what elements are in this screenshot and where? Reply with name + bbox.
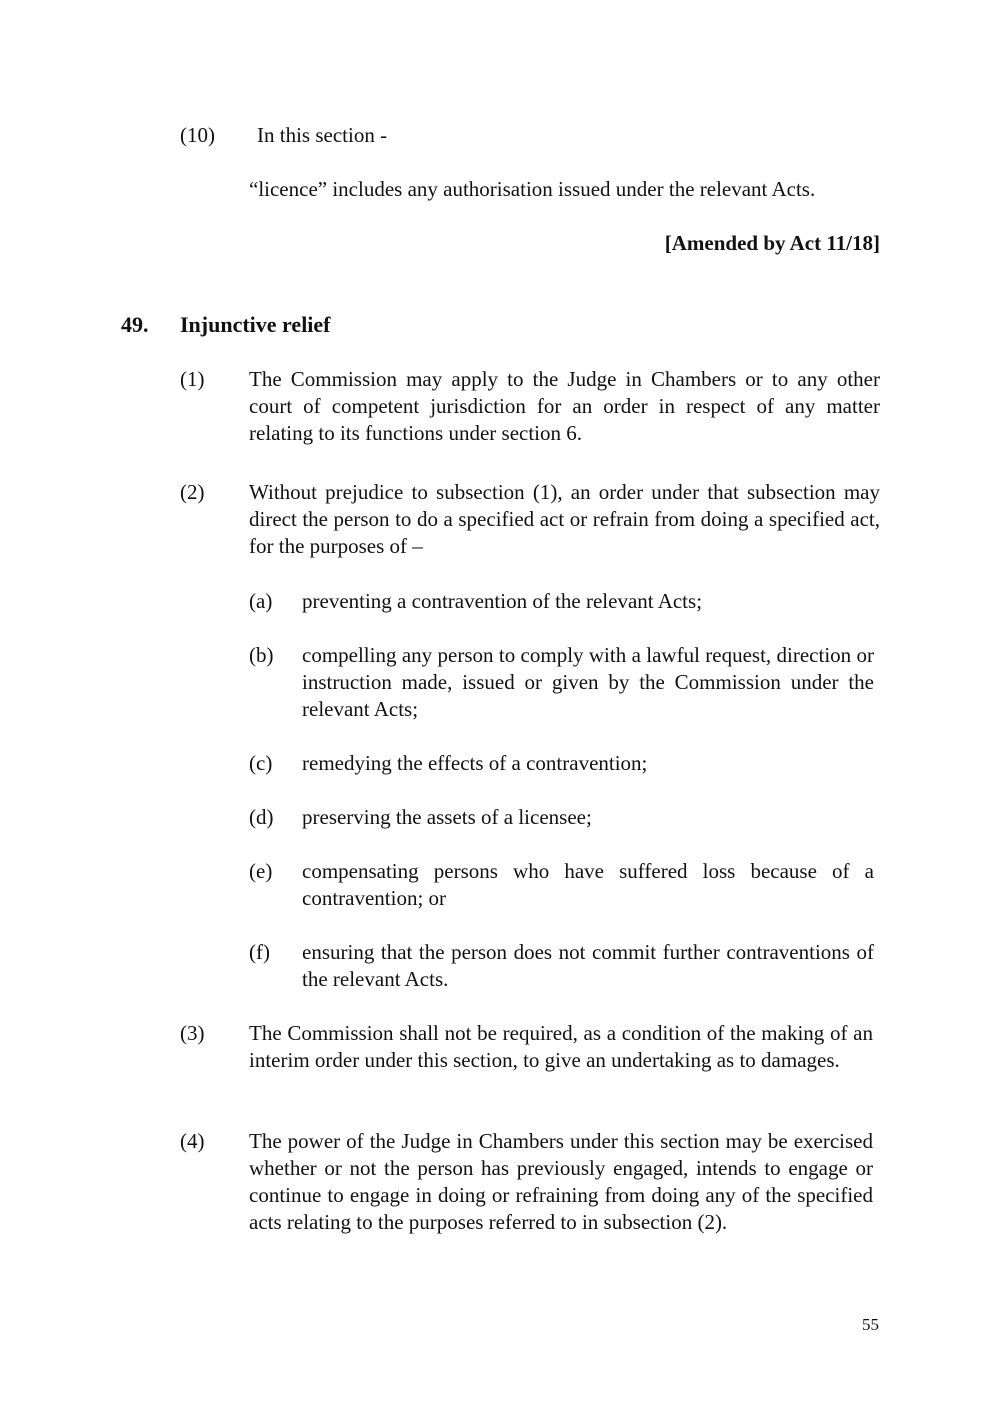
subsection-1-text: The Commission may apply to the Judge in Chambers or to any other court of competent jurisdiction for an order in respect of any matter relating to its functions under section 6. [249, 367, 880, 445]
paragraph-e-letter: (e) [249, 859, 273, 883]
page-number: 55 [862, 1315, 879, 1334]
subsection-3-number: (3) [180, 1021, 205, 1045]
subsection-10-lead: In this section - [257, 123, 388, 147]
subsection-4-number: (4) [180, 1129, 205, 1153]
amendment-note: [Amended by Act 11/18] [664, 231, 880, 255]
paragraph-a-text: preventing a contravention of the relevant Acts; [302, 589, 703, 613]
paragraph-f-text: ensuring that the person does not commit further contraventions of the relevant Acts. [302, 940, 874, 991]
subsection-10-number: (10) [180, 123, 215, 147]
paragraph-b-letter: (b) [249, 643, 274, 667]
paragraph-c-text: remedying the effects of a contravention; [302, 751, 648, 775]
paragraph-a-letter: (a) [249, 589, 273, 613]
paragraph-d-letter: (d) [249, 805, 274, 829]
section-number: 49. [121, 312, 149, 337]
licence-definition: “licence” includes any authorisation issued under the relevant Acts. [249, 177, 816, 201]
paragraph-e-text: compensating persons who have suffered loss because of a contravention; or [302, 859, 874, 910]
subsection-3-text: The Commission shall not be required, as a condition of the making of an interim order under this section, to give an undertaking as to damages. [249, 1021, 873, 1072]
subsection-4-text: The power of the Judge in Chambers under this section may be exercised whether or not the person has previously engaged, intends to engage or continue to engage in doing or refraining from doing any of the specified acts relating to the purposes referred to in subsection (2). [249, 1129, 873, 1234]
subsection-2-text: Without prejudice to subsection (1), an order under that subsection may direct the person to do a specified act or refrain from doing a specified act, for the purposes of – [249, 480, 880, 558]
subsection-1-number: (1) [180, 367, 205, 391]
paragraph-d-text: preserving the assets of a licensee; [302, 805, 592, 829]
paragraph-f-letter: (f) [249, 940, 270, 964]
paragraph-c-letter: (c) [249, 751, 273, 775]
section-title: Injunctive relief [180, 312, 331, 337]
paragraph-b-text: compelling any person to comply with a lawful request, direction or instruction made, issued or given by the Commission under the relevant Acts; [302, 643, 874, 721]
subsection-2-number: (2) [180, 480, 205, 504]
